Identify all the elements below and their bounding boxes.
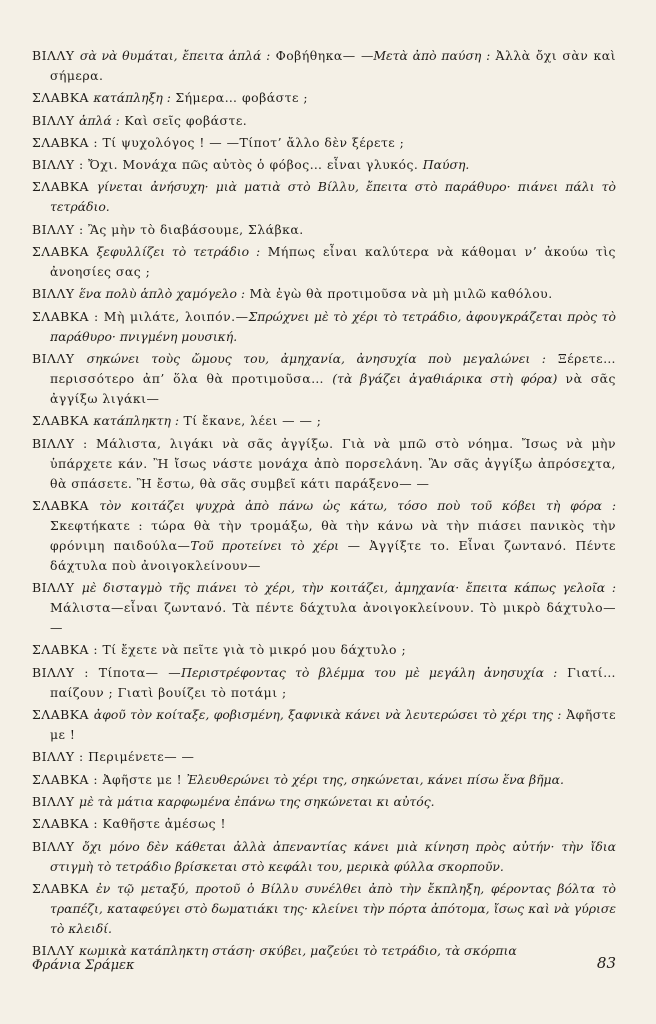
dialogue-entry: [32, 837, 616, 877]
stage-direction: σηκώνει τοὺς ὤμους του, ἀμηχανία, ἀνησυχία ποὺ μεγαλώνει :: [86, 350, 546, 366]
dialogue-entry: [32, 155, 616, 175]
dialogue-entry: [32, 770, 616, 790]
stage-direction: (τὰ βγάζει ἀγαθιάρικα στὴ φόρα): [332, 370, 558, 386]
stage-direction: ἕνα πολὺ ἁπλὸ χαμόγελο :: [79, 286, 246, 302]
dialogue-entry: [32, 242, 616, 282]
spoken-text: ΣΛΑΒΚΑ: [32, 880, 97, 896]
spoken-text: Σήμερα… φοβάστε ;: [170, 90, 308, 106]
stage-direction: μὲ τὰ μάτια καρφωμένα ἐπάνω της σηκώνεται κι αὐτός.: [79, 793, 435, 809]
spoken-text: Μήπως εἶναι καλύτερα νὰ κάθομαι ν’ ἀκούω τὶς ἀνοησίες σας ;: [50, 244, 617, 280]
dialogue-entry: [32, 747, 616, 767]
spoken-text: ΒΙΛΛΥ : Μάλιστα, λιγάκι νὰ σᾶς ἀγγίξω. Γιὰ νὰ μπῶ στὸ νόημα. Ἴσως νὰ μὴν ὑπάρχετε κάν. Ἢ ἴσως νάστε μονάχα ἀπὸ πορσελάνη. Ἂν σᾶς ἀγγίξω ἀπρόσεχτα, θὰ σπάσετε. Ἢ ἔστω, θὰ σᾶς συμβεῖ κάτι παράξενο— —: [32, 435, 616, 491]
spoken-text: ΒΙΛΛΥ : Ὄχι. Μονάχα πῶς αὐτὸς ὁ φόβος… εἶναι γλυκός.: [32, 157, 423, 173]
dialogue-entry: [32, 879, 616, 939]
stage-direction: ἁπλά :: [79, 112, 120, 128]
dialogue-entry: [32, 792, 616, 812]
spoken-text: Μάλιστα—εἶναι ζωντανό. Τὰ πέντε δάχτυλα ἀνοιγοκλείνουν. Τὸ μικρὸ δάχτυλο— —: [50, 600, 616, 636]
dialogue-entry: [32, 349, 616, 409]
stage-direction: Ἐλευθερώνει τὸ χέρι της, σηκώνεται, κάνει πίσω ἕνα βῆμα.: [186, 771, 564, 787]
footer-author: Φράνια Σράμεκ: [32, 958, 135, 973]
spoken-text: ΣΛΑΒΚΑ: [32, 413, 94, 429]
spoken-text: νὰ σᾶς ἀγγίξω λιγάκι—: [50, 370, 616, 406]
spoken-text: Φοβήθηκα—: [270, 48, 361, 63]
spoken-text: ΣΛΑΒΚΑ: [32, 244, 97, 260]
spoken-text: — Ἀγγίξτε το. Εἶναι ζωντανό. Πέντε δάχτυλα ποὺ ἀνοιγοκλείνουν—: [50, 537, 616, 573]
spoken-text: ΣΛΑΒΚΑ : Ἀφῆστε με !: [32, 771, 187, 787]
spoken-text: ΒΙΛΛΥ: [32, 286, 80, 302]
spoken-text: Ἀλλὰ ὄχι σὰν καὶ σήμερα.: [50, 48, 617, 83]
spoken-text: ΣΛΑΒΚΑ: [32, 707, 94, 723]
stage-direction: γίνεται ἀνήσυχη· μιὰ ματιὰ στὸ Βίλλυ, ἔπειτα στὸ παράθυρο· πιάνει πάλι τὸ τετράδιο.: [50, 179, 616, 215]
dialogue-entry: [32, 640, 616, 660]
spoken-text: ΒΙΛΛΥ: [32, 793, 80, 809]
play-text: [32, 46, 616, 963]
stage-direction: ἀφοῦ τὸν κοίταξε, φοβισμένη, ξαφνικὰ κάνει νὰ λευτερώσει τὸ χέρι της :: [93, 707, 562, 723]
spoken-text: ΣΛΑΒΚΑ: [32, 497, 100, 513]
dialogue-entry: [32, 111, 616, 131]
stage-direction: Σπρώχνει μὲ τὸ χέρι τὸ τετράδιο, ἀφουγκράζεται πρὸς τὸ παράθυρο· πνιγμένη μουσική.: [50, 308, 616, 344]
spoken-text: ΣΛΑΒΚΑ : Μὴ μιλάτε, λοιπόν.—: [32, 308, 249, 324]
spoken-text: ΒΙΛΛΥ: [32, 580, 82, 596]
spoken-text: ΒΙΛΛΥ: [32, 112, 80, 128]
spoken-text: ΒΙΛΛΥ: [32, 838, 83, 854]
page-number: 83: [596, 954, 616, 972]
dialogue-entry: [32, 133, 616, 153]
spoken-text: ΒΙΛΛΥ : Τίποτα— —: [32, 664, 182, 680]
spoken-text: ΣΛΑΒΚΑ: [32, 179, 97, 195]
spoken-text: ΒΙΛΛΥ : Ἂς μὴν τὸ διαβάσουμε, Σλάβκα.: [32, 221, 304, 237]
stage-direction: ὄχι μόνο δὲν κάθεται ἀλλὰ ἀπεναντίας κάνει μιὰ κίνηση πρὸς αὐτήν· τὴν ἴδια στιγμὴ τὸ τετράδιο βρίσκεται στὸ κεφάλι του, μερικὰ φύλλα σκορποῦν.: [50, 838, 617, 874]
spoken-text: Καὶ σεῖς φοβάστε.: [119, 112, 248, 128]
stage-direction: σὰ νὰ θυμάται, ἔπειτα ἁπλά :: [79, 48, 271, 63]
spoken-text: Μὰ ἐγὼ θὰ προτιμοῦσα νὰ μὴ μιλῶ καθόλου.: [245, 286, 553, 302]
stage-direction: ἐν τῷ μεταξύ, προτοῦ ὁ Βίλλυ συνέλθει ἀπὸ τὴν ἔκπληξη, φέροντας βόλτα τὸ τραπέζι, καταφεύγει στὸ δωματιάκι της· κλείνει τὴν πόρτα ἀπότομα, ἴσως καὶ νὰ γύρισε τὸ κλειδί.: [50, 880, 617, 936]
spoken-text: Ἀφῆστε με !: [50, 707, 617, 743]
dialogue-entry: [32, 705, 616, 745]
dialogue-entry: [32, 496, 616, 576]
stage-direction: κωμικὰ κατάπληκτη στάση· σκύβει, μαζεύει τὸ τετράδιο, τὰ σκόρπια: [79, 943, 517, 959]
spoken-text: Τί ἔκανε, λέει — — ;: [179, 413, 322, 429]
dialogue-entry: [32, 814, 616, 834]
dialogue-entry: [32, 46, 616, 86]
stage-direction: Παύση.: [422, 157, 470, 173]
dialogue-entry: [32, 307, 616, 347]
spoken-text: ΒΙΛΛΥ: [32, 943, 80, 959]
spoken-text: Γιατί… παίζουν ; Γιατὶ βουίζει τὸ ποτάμι ;: [50, 664, 617, 700]
dialogue-entry: [32, 88, 616, 108]
spoken-text: ΒΙΛΛΥ: [32, 350, 87, 366]
stage-direction: —Μετὰ ἀπὸ παύση :: [360, 48, 491, 63]
spoken-text: Σκεφτήκατε : τώρα θὰ τὴν τρομάξω, θὰ τὴν κάνω νὰ τὴν πιάσει πανικὸς τὴν φρόνιμη παιδούλα—: [50, 517, 616, 553]
stage-direction: τὸν κοιτάζει ψυχρὰ ἀπὸ πάνω ὡς κάτω, τόσο ποὺ τοῦ κόβει τὴ φόρα :: [99, 497, 617, 513]
stage-direction: κατάπληξη :: [93, 90, 171, 106]
dialogue-entry: [32, 434, 616, 494]
dialogue-entry: [32, 411, 616, 431]
dialogue-entry: [32, 284, 616, 304]
dialogue-entry: [32, 578, 616, 638]
stage-direction: ξεφυλλίζει τὸ τετράδιο :: [96, 244, 261, 260]
stage-direction: Περιστρέφοντας τὸ βλέμμα του μὲ μεγάλη ἀνησυχία :: [181, 664, 558, 680]
dialogue-entry: [32, 177, 616, 217]
spoken-text: ΣΛΑΒΚΑ : Καθῆστε ἀμέσως !: [32, 816, 226, 832]
spoken-text: ΣΛΑΒΚΑ : Τί ἔχετε νὰ πεῖτε γιὰ τὸ μικρό μου δάχτυλο ;: [32, 642, 407, 658]
spoken-text: ΒΙΛΛΥ: [32, 48, 80, 63]
dialogue-entry: [32, 220, 616, 240]
spoken-text: ΒΙΛΛΥ : Περιμένετε— —: [32, 749, 195, 765]
spoken-text: Ξέρετε… περισσότερο ἀπ’ ὅλα θὰ προτιμοῦσα…: [50, 350, 616, 386]
dialogue-entry: [32, 663, 616, 703]
stage-direction: κατάπληκτη :: [93, 413, 180, 429]
stage-direction: μὲ δισταγμὸ τῆς πιάνει τὸ χέρι, τὴν κοιτάζει, ἀμηχανία· ἔπειτα κάπως γελοῖα :: [81, 580, 616, 596]
spoken-text: ΣΛΑΒΚΑ: [32, 90, 94, 106]
stage-direction: Τοῦ προτείνει τὸ χέρι: [190, 537, 339, 553]
spoken-text: ΣΛΑΒΚΑ : Τί ψυχολόγος ! — —Τίποτ’ ἄλλο δὲν ξέρετε ;: [32, 134, 405, 150]
